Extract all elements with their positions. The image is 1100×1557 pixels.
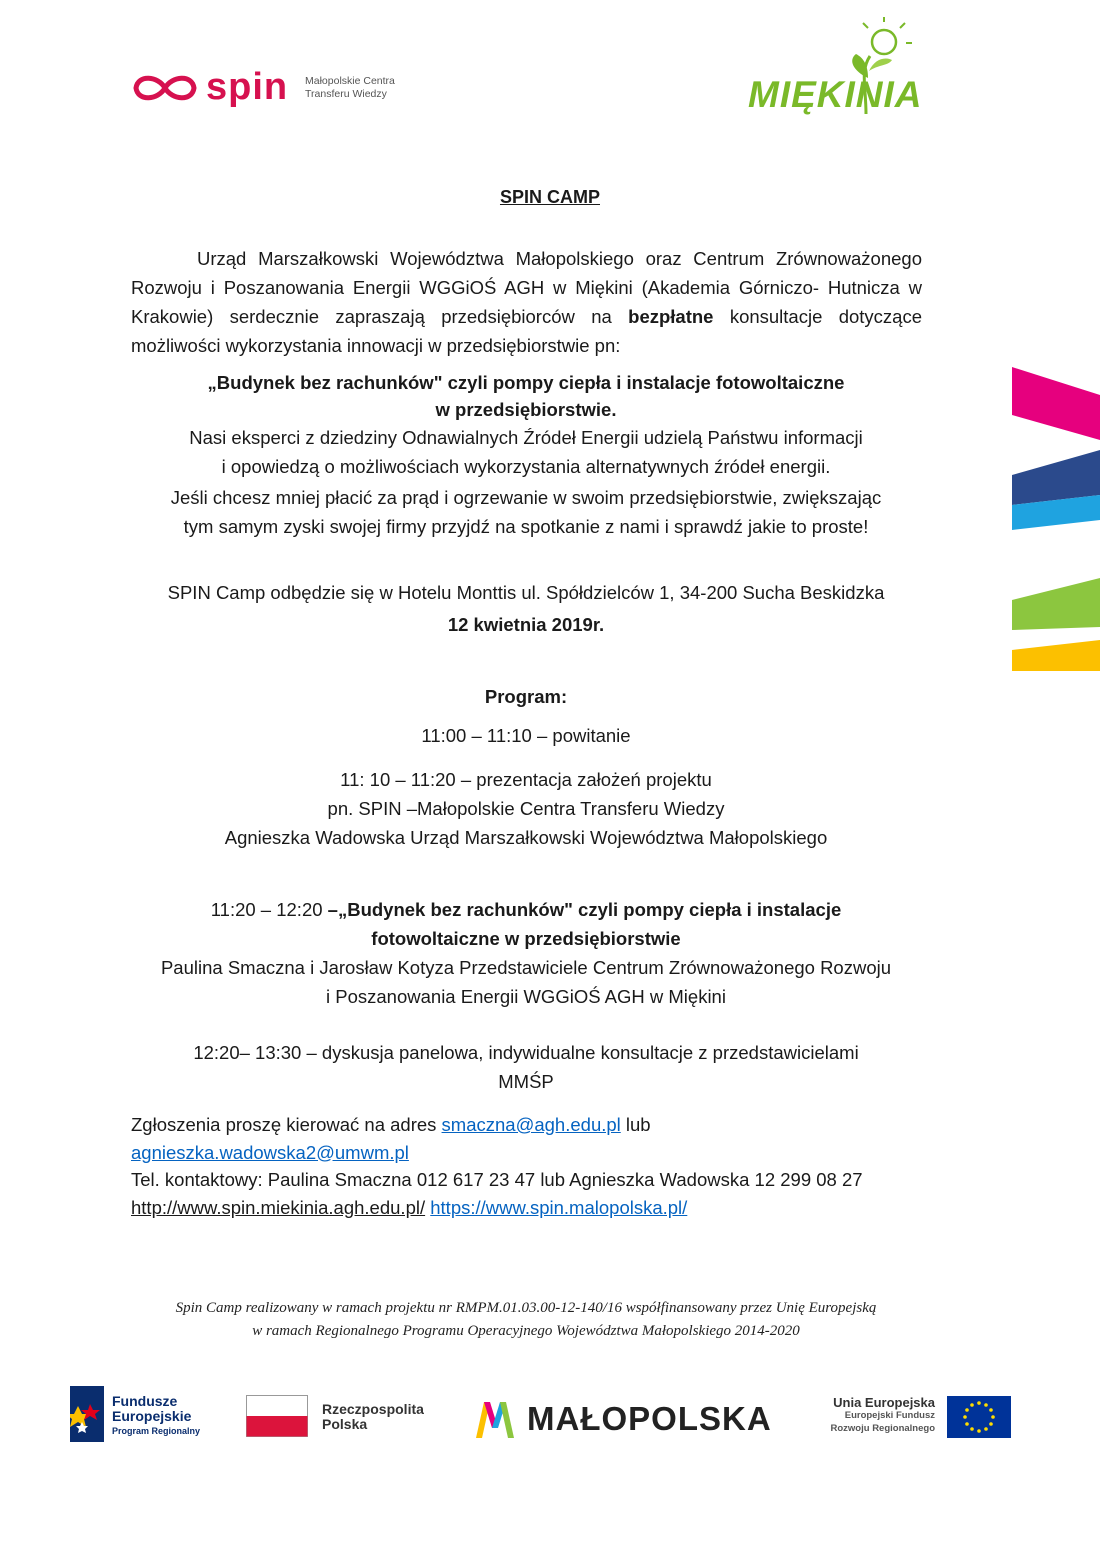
program-item-1: 11:00 – 11:10 – powitanie bbox=[421, 725, 631, 746]
program-item-3-title-line-2: fotowoltaiczne w przedsiębiorstwie bbox=[371, 928, 681, 949]
funding-note-line-2: w ramach Regionalnego Programu Operacyjnego Województwa Małopolskiego 2014-2020 bbox=[252, 1323, 800, 1339]
ue-line-2: Europejski Fundusz bbox=[844, 1410, 935, 1421]
program-item-3-speakers-line-2: i Poszanowania Energii WGGiOŚ AGH w Miękini bbox=[326, 986, 726, 1007]
spin-logo-subtitle: Małopolskie Centra Transferu Wiedzy bbox=[305, 75, 395, 100]
program-item-3-title: –„Budynek bez rachunków" czyli pompy ciepła i instalacje bbox=[327, 899, 842, 920]
rzeczpospolita-label bbox=[322, 1402, 424, 1432]
topic-line-2: w przedsiębiorstwie. bbox=[435, 399, 617, 420]
email-link-wadowska[interactable]: agnieszka.wadowska2@umwm.pl bbox=[131, 1141, 409, 1163]
venue-line: SPIN Camp odbędzie się w Hotelu Monttis ul. Spółdzielców 1, 34-200 Sucha Beskidzka bbox=[167, 582, 885, 603]
topic-block bbox=[0, 369, 1052, 541]
miekinia-logo-word: MIĘKINIA bbox=[748, 74, 923, 115]
description-line-4: tym samym zyski swojej firmy przyjdź na spotkanie z nami i sprawdź jakie to proste! bbox=[183, 516, 869, 537]
stripe-green bbox=[1012, 578, 1100, 630]
stripe-yellow bbox=[1012, 640, 1100, 671]
contact-phones: Tel. kontaktowy: Paulina Smaczna 012 617 23 47 lub Agnieszka Wadowska 12 299 08 27 bbox=[131, 1169, 863, 1190]
malopolska-m-icon bbox=[474, 1398, 520, 1440]
funding-note-line-1: Spin Camp realizowany w ramach projektu nr RMPM.01.03.00-12-140/16 współfinansowany przez Unię Europejską bbox=[175, 1300, 877, 1316]
intro-text: Urząd Marszałkowski Województwa Małopolskiego oraz Centrum Zrównoważonego Rozwoju i Poszanowania Energii WGGiOŚ AGH w Miękini (Akademia Górniczo- Hutnicza w Krakowie) serdecznie zapraszają przedsiębiorców na bbox=[131, 248, 922, 327]
intro-text-continued: konsultacje dotyczące możliwości wykorzystania innowacji w przedsiębiorstwie pn: bbox=[131, 306, 923, 356]
ue-line-1: Unia Europejska bbox=[833, 1395, 935, 1410]
stripe-magenta bbox=[1012, 367, 1100, 440]
funding-note bbox=[0, 1297, 1052, 1343]
rp-line-1: Rzeczpospolita bbox=[322, 1401, 424, 1417]
page-title: SPIN CAMP bbox=[499, 187, 600, 207]
program-heading: Program: bbox=[484, 686, 568, 707]
spin-logo bbox=[130, 66, 400, 112]
contact-intro: Zgłoszenia proszę kierować na adres bbox=[131, 1114, 442, 1135]
description-line-1: Nasi eksperci z dziedziny Odnawialnych Źródeł Energii udzielą Państwu informacji bbox=[189, 427, 863, 448]
ue-line-3: Rozwoju Regionalnego bbox=[830, 1423, 935, 1434]
intro-bold-word: bezpłatne bbox=[628, 306, 714, 327]
url-link-malopolska[interactable]: https://www.spin.malopolska.pl/ bbox=[430, 1196, 688, 1218]
funding-logos-bar bbox=[0, 1380, 1100, 1450]
unia-europejska-label bbox=[770, 1396, 935, 1435]
program-item-2 bbox=[0, 765, 1052, 852]
malopolska-label: MAŁOPOLSKA bbox=[527, 1400, 772, 1437]
fundusze-europejskie-label bbox=[112, 1394, 200, 1439]
description-line-3: Jeśli chcesz mniej płacić za prąd i ogrzewanie w swoim przedsiębiorstwie, zwiększając bbox=[170, 487, 882, 508]
event-date: 12 kwietnia 2019r. bbox=[447, 614, 605, 635]
program-item-3-time: 11:20 – 12:20 bbox=[210, 899, 328, 920]
program-item-4-line-1: 12:20– 13:30 – dyskusja panelowa, indywidualne konsultacje z przedstawicielami bbox=[193, 1042, 859, 1063]
program-item-2-line-2: pn. SPIN –Małopolskie Centra Transferu Wiedzy bbox=[327, 798, 725, 819]
venue-block bbox=[0, 578, 1052, 639]
fe-line-1: Fundusze bbox=[112, 1393, 178, 1409]
rp-line-2: Polska bbox=[322, 1416, 368, 1432]
program-item-2-line-3: Agnieszka Wadowska Urząd Marszałkowski Województwa Małopolskiego bbox=[224, 827, 828, 848]
miekinia-logo bbox=[748, 16, 923, 116]
program-item-3-speakers-line-1: Paulina Smaczna i Jarosław Kotyza Przedstawiciele Centrum Zrównoważonego Rozwoju bbox=[160, 957, 892, 978]
email-link-smaczna[interactable]: smaczna@agh.edu.pl bbox=[441, 1114, 621, 1135]
eu-flag-icon bbox=[947, 1396, 1011, 1438]
intro-paragraph bbox=[131, 244, 922, 360]
contact-connector: lub bbox=[620, 1114, 651, 1135]
decorative-stripes bbox=[1010, 365, 1100, 675]
program-item-2-line-1: 11: 10 – 11:20 – prezentacja założeń projektu bbox=[340, 769, 712, 790]
infinity-icon bbox=[130, 68, 200, 108]
topic-line-1: „Budynek bez rachunków" czyli pompy ciepła i instalacje fotowoltaiczne bbox=[207, 372, 845, 393]
program-item-4-line-2: MMŚP bbox=[498, 1071, 554, 1092]
fe-line-2: Europejskie bbox=[112, 1408, 192, 1424]
fe-line-3: Program Regionalny bbox=[112, 1426, 201, 1436]
spin-logo-word: spin bbox=[206, 66, 289, 108]
program-item-3 bbox=[0, 895, 1052, 1011]
program-item-4 bbox=[0, 1038, 1052, 1096]
polish-flag-icon bbox=[246, 1395, 308, 1437]
fundusze-europejskie-icon bbox=[70, 1386, 104, 1442]
contact-block bbox=[131, 1111, 961, 1221]
description-line-2: i opowiedzą o możliwościach wykorzystania alternatywnych źródeł energii. bbox=[221, 456, 831, 477]
url-link-miekinia[interactable]: http://www.spin.miekinia.agh.edu.pl/ bbox=[131, 1196, 426, 1218]
